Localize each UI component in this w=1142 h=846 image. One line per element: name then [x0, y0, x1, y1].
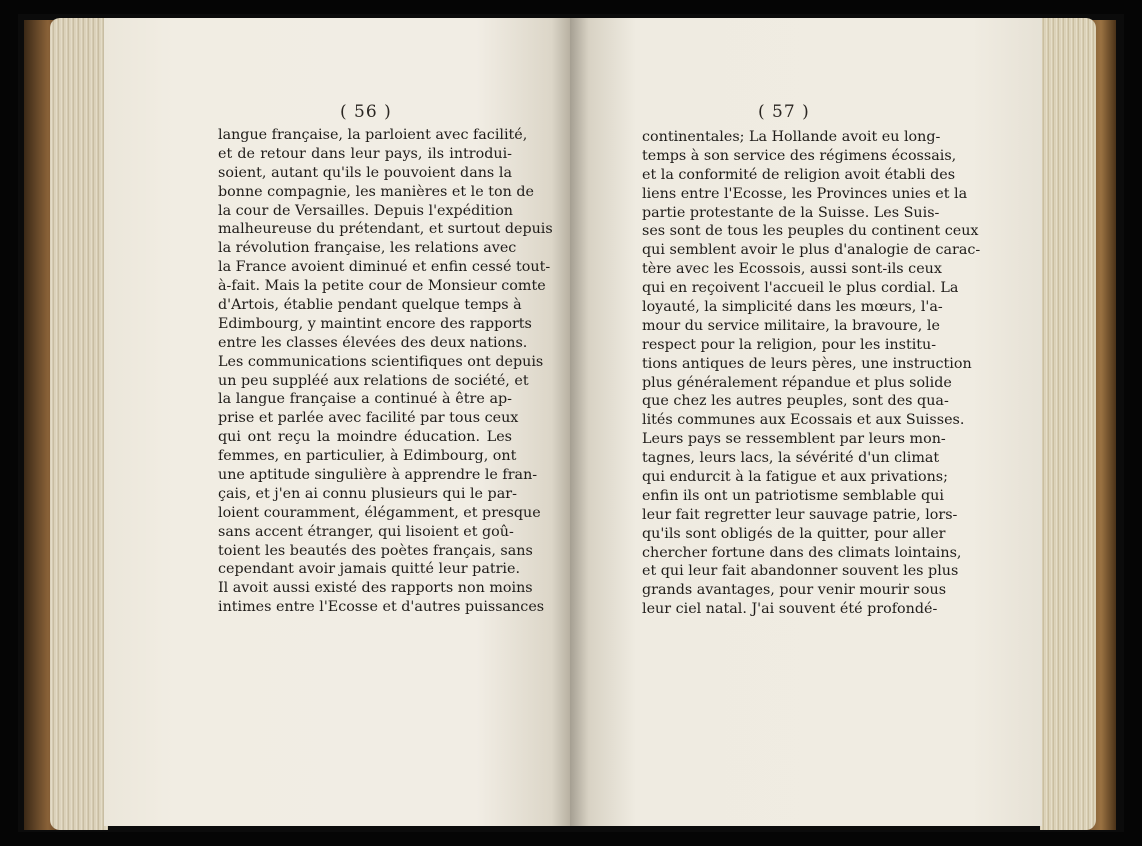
- text-line: tère avec les Ecossois, aussi sont-ils ceux: [642, 261, 942, 278]
- text-line: qui ont reçu la moindre éducation. Les: [218, 429, 512, 446]
- text-line: prise et parlée avec facilité par tous ceux: [218, 410, 519, 427]
- left-page: [104, 18, 570, 826]
- right-page-text: [642, 128, 981, 619]
- text-line: qui endurcit à la fatigue et aux privations;: [642, 469, 948, 486]
- left-page-number: ( 56 ): [340, 102, 392, 122]
- text-line: tagnes, leurs lacs, la sévérité d'un climat: [642, 450, 940, 467]
- text-line: qui en reçoivent l'accueil le plus cordial. La: [642, 280, 959, 297]
- text-line: d'Artois, établie pendant quelque temps à: [218, 297, 522, 314]
- text-line: chercher fortune dans des climats lointains,: [642, 544, 962, 561]
- text-line: ses sont de tous les peuples du continent ceux: [642, 223, 979, 240]
- text-line: continentales; La Hollande avoit eu long-: [642, 129, 941, 145]
- text-line: la France avoient diminué et enfin cessé tout-: [218, 259, 551, 276]
- text-line: soient, autant qu'ils le pouvoient dans la: [218, 164, 512, 181]
- text-line: la langue française a continué à être ap-: [218, 391, 512, 408]
- text-line: Les communications scientifiques ont depuis: [218, 353, 544, 370]
- text-line: Edimbourg, y maintint encore des rapports: [218, 315, 532, 332]
- text-line: cependant avoir jamais quitté leur patrie.: [218, 561, 520, 578]
- text-line: çais, et j'en ai connu plusieurs qui le par-: [218, 485, 517, 502]
- text-line: et la conformité de religion avoit établi des: [642, 166, 956, 183]
- text-line: leur ciel natal. J'ai souvent été profondé-: [642, 601, 938, 618]
- text-line: liens entre l'Ecosse, les Provinces unies et la: [642, 185, 968, 202]
- text-line: toient les beautés des poètes français, sans: [218, 542, 533, 559]
- text-line: que chez les autres peuples, sont des qua-: [642, 393, 949, 410]
- text-line: et de retour dans leur pays, ils introdui-: [218, 145, 512, 162]
- text-line: la révolution française, les relations avec: [218, 240, 517, 257]
- text-line: loient couramment, élégamment, et presque: [218, 504, 541, 521]
- text-line: leur fait regretter leur sauvage patrie, lors-: [642, 506, 958, 523]
- text-line: qui semblent avoir le plus d'analogie de carac-: [642, 242, 981, 259]
- text-line: Il avoit aussi existé des rapports non moins: [218, 580, 533, 597]
- text-line: intimes entre l'Ecosse et d'autres puissances: [218, 599, 545, 616]
- text-line: loyauté, la simplicité dans les mœurs, l'a-: [642, 299, 943, 316]
- right-page: [570, 18, 1042, 826]
- right-page-number: ( 57 ): [758, 102, 810, 122]
- text-line: partie protestante de la Suisse. Les Suis-: [642, 204, 940, 221]
- page-edges-left: [50, 18, 108, 830]
- text-line: langue française, la parloient avec facilité,: [218, 127, 528, 143]
- text-line: mour du service militaire, la bravoure, le: [642, 317, 940, 334]
- text-line: une aptitude singulière à apprendre le fran-: [218, 467, 538, 484]
- text-line: sans accent étranger, qui lisoient et goû-: [218, 523, 514, 540]
- text-line: la cour de Versailles. Depuis l'expédition: [218, 202, 514, 219]
- text-line: entre les classes élevées des deux nations.: [218, 334, 528, 351]
- text-line: respect pour la religion, pour les institu-: [642, 336, 937, 353]
- text-line: grands avantages, pour venir mourir sous: [642, 582, 947, 599]
- text-line: malheureuse du prétendant, et surtout depuis: [218, 221, 553, 238]
- text-line: tions antiques de leurs pères, une instruction: [642, 355, 972, 372]
- text-line: enfin ils ont un patriotisme semblable qui: [642, 487, 944, 504]
- text-line: temps à son service des régimens écossais,: [642, 147, 957, 164]
- left-page-text: [218, 126, 553, 617]
- text-line: à-fait. Mais la petite cour de Monsieur comte: [218, 278, 546, 295]
- text-line: plus généralement répandue et plus solide: [642, 374, 952, 391]
- text-line: et qui leur fait abandonner souvent les plus: [642, 563, 959, 580]
- page-edges-right: [1040, 18, 1096, 830]
- text-line: qu'ils sont obligés de la quitter, pour aller: [642, 525, 946, 542]
- text-line: lités communes aux Ecossais et aux Suisses.: [642, 412, 965, 429]
- text-line: un peu suppléé aux relations de société, et: [218, 372, 529, 389]
- text-line: femmes, en particulier, à Edimbourg, ont: [218, 448, 517, 465]
- text-line: bonne compagnie, les manières et le ton de: [218, 183, 534, 200]
- text-line: Leurs pays se ressemblent par leurs mon-: [642, 431, 946, 448]
